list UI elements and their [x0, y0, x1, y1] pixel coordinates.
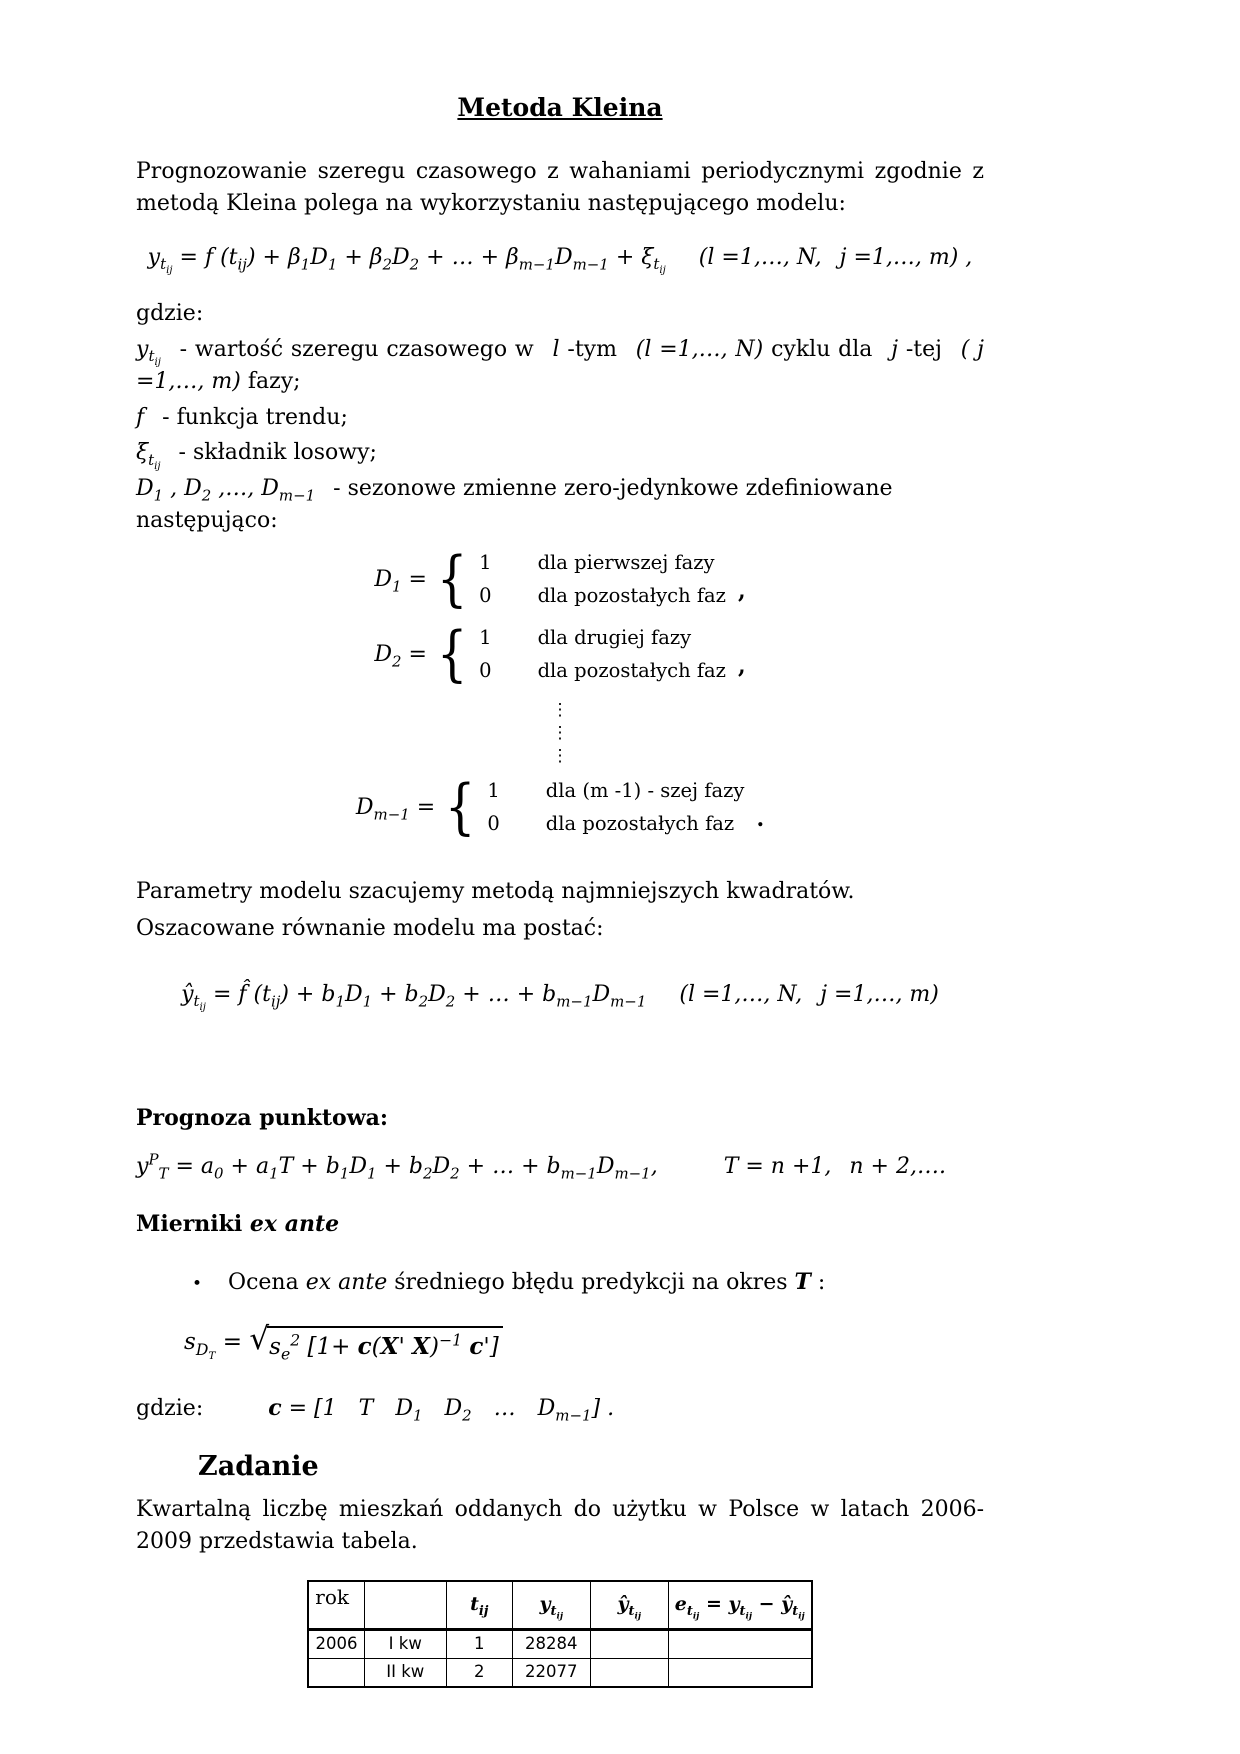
case-d1-lhs: $D_1$ = — [374, 566, 427, 596]
prognoza-heading: Prognoza punktowa: — [136, 1104, 389, 1131]
case-d2 — [136, 619, 984, 690]
case-brace-icon: { — [445, 772, 476, 843]
cell-year: 2006 — [308, 1629, 364, 1658]
table-row — [308, 1629, 811, 1658]
cell-t: 1 — [446, 1629, 512, 1658]
case-dm1 — [136, 772, 984, 843]
table-header-row — [308, 1581, 811, 1630]
case-dm1-lhs: $D_{m-1}$ = — [355, 794, 436, 824]
case-d1 — [136, 544, 984, 615]
gdzie-label-2: gdzie: — [136, 1395, 204, 1421]
case-d2-rows — [479, 627, 726, 682]
point-forecast-formula: $y^P_T = a_0 + a_1T + b_1D_1 + b_2D_2$ + … + $b_{m-1}D_{m-1}$, T = n +1, n + 2,…. — [136, 1150, 946, 1183]
case-dm1-rows — [487, 780, 744, 835]
zadanie-paragraph: Kwartalną liczbę mieszkań oddanych do użytku w Polsce w latach 2006-2009 przedstawia tabela. — [136, 1496, 984, 1554]
definition-xi: $\xi_{t_{ij}}$ - składnik losowy; — [136, 440, 377, 472]
case-condition: dla pierwszej fazy — [537, 551, 715, 575]
cell-t: 2 — [446, 1658, 512, 1687]
definition-y: $y_{t_{ij}}$ - wartość szeregu czasowego w l -tym (l =1,…, N) cyklu dla j -tej ( j =1,…, m) fazy; — [136, 336, 984, 394]
parametry-line: Parametry modelu szacujemy metodą najmniejszych kwadratów. — [136, 879, 855, 905]
parameters-paragraph — [136, 876, 984, 945]
cell-quarter: I kw — [364, 1629, 446, 1658]
intro-paragraph: Prognozowanie szeregu czasowego z wahaniami periodycznymi zgodnie z metodą Kleina polega na wykorzystaniu następującego modelu: — [136, 159, 984, 217]
cell-yhat — [590, 1658, 668, 1687]
case-value: 0 — [479, 658, 492, 682]
table-row — [308, 1658, 811, 1687]
ex-ante-error-formula: $s_{D_T}$ = √ $s_e^2$ [1+ c(X' X)$^{-1}$ c'] — [136, 1326, 984, 1364]
cell-residual — [668, 1629, 811, 1658]
case-condition: dla pozostałych faz — [545, 811, 735, 835]
vdots-glyph: ⋮ — [551, 745, 569, 766]
cell-quarter: II kw — [364, 1658, 446, 1687]
case-value: 0 — [479, 583, 492, 607]
header-y: $y_{t_{ij}}$ — [512, 1581, 590, 1630]
bullet-icon: • — [192, 1273, 203, 1294]
case-tail: , — [737, 653, 746, 680]
bullet-text: Ocena ex ante średniego błędu predykcji na okres T : — [228, 1268, 826, 1295]
vertical-dots — [136, 701, 984, 765]
cell-year — [308, 1658, 364, 1687]
c-vector-formula: c = [1 T $D_1$ $D_2$ … $D_{m-1}$] . — [268, 1394, 615, 1425]
mierniki-heading — [136, 1209, 984, 1241]
case-value: 0 — [487, 811, 500, 835]
case-tail: , — [737, 578, 746, 605]
dummy-variable-cases — [136, 544, 984, 843]
definition-dummies: $D_1$ , $D_2$ ,…, $D_{m-1}$ - sezonowe zmienne zero-jedynkowe zdefiniowane następująco: — [136, 476, 893, 534]
case-value: 1 — [479, 626, 492, 650]
cell-residual — [668, 1658, 811, 1687]
header-residual: $e_{t_{ij}} = y_{t_{ij}}$ − $ŷ_{t_{ij}}$ — [668, 1581, 811, 1630]
case-condition: dla pozostałych faz — [537, 583, 726, 607]
case-condition: dla (m -1) - szej fazy — [545, 779, 745, 803]
data-table — [307, 1580, 812, 1688]
case-value: 1 — [487, 779, 500, 803]
case-tail: . — [756, 806, 765, 833]
header-blank — [364, 1581, 446, 1630]
case-d1-rows — [479, 552, 726, 607]
cell-y: 22077 — [512, 1658, 590, 1687]
mierniki-text: Mierniki — [136, 1210, 250, 1237]
mierniki-exante: ex ante — [249, 1210, 340, 1237]
case-brace-icon: { — [436, 619, 468, 690]
definition-f: f - funkcja trendu; — [136, 404, 348, 430]
header-yhat: $ŷ_{t_{ij}}$ — [590, 1581, 668, 1630]
gdzie-label-1: gdzie: — [136, 300, 204, 326]
vdots-glyph: ⋮ — [551, 700, 569, 721]
cell-y: 28284 — [512, 1629, 590, 1658]
case-value: 1 — [479, 551, 492, 575]
bullet-item — [136, 1267, 984, 1299]
header-t: $t_{ij}$ — [446, 1581, 512, 1630]
header-rok: rok — [308, 1581, 364, 1630]
c-vector-line — [136, 1393, 984, 1425]
vdots-glyph: ⋮ — [551, 722, 569, 743]
model-formula: $y_{t_{ij}} = f$ $(t_{ij}) + \beta_1D_1 + \beta_2D_2$ + … + $\beta_{m-1}D_{m-1} + \xi_{t_{ij}}$ (l =1,…, N, j =1,…, m) , — [147, 245, 973, 277]
zadanie-heading: Zadanie — [198, 1450, 319, 1482]
case-d2-lhs: $D_2$ = — [374, 641, 427, 671]
oszacowane-line: Oszacowane równanie modelu ma postać: — [136, 916, 604, 942]
case-condition: dla drugiej fazy — [537, 626, 692, 650]
estimated-model-formula: $ŷ_{t_{ij}}$ = f̂ $(t_{ij}) + b_1D_1 + b_2D_2$ + … + $b_{m-1}D_{m-1}$ (l =1,…, N, j =1,…, m) — [181, 982, 939, 1014]
cell-yhat — [590, 1629, 668, 1658]
page-title: Metoda Kleina — [457, 93, 663, 122]
case-brace-icon: { — [436, 544, 468, 615]
symbol-definitions — [136, 334, 984, 537]
case-condition: dla pozostałych faz — [537, 658, 726, 682]
